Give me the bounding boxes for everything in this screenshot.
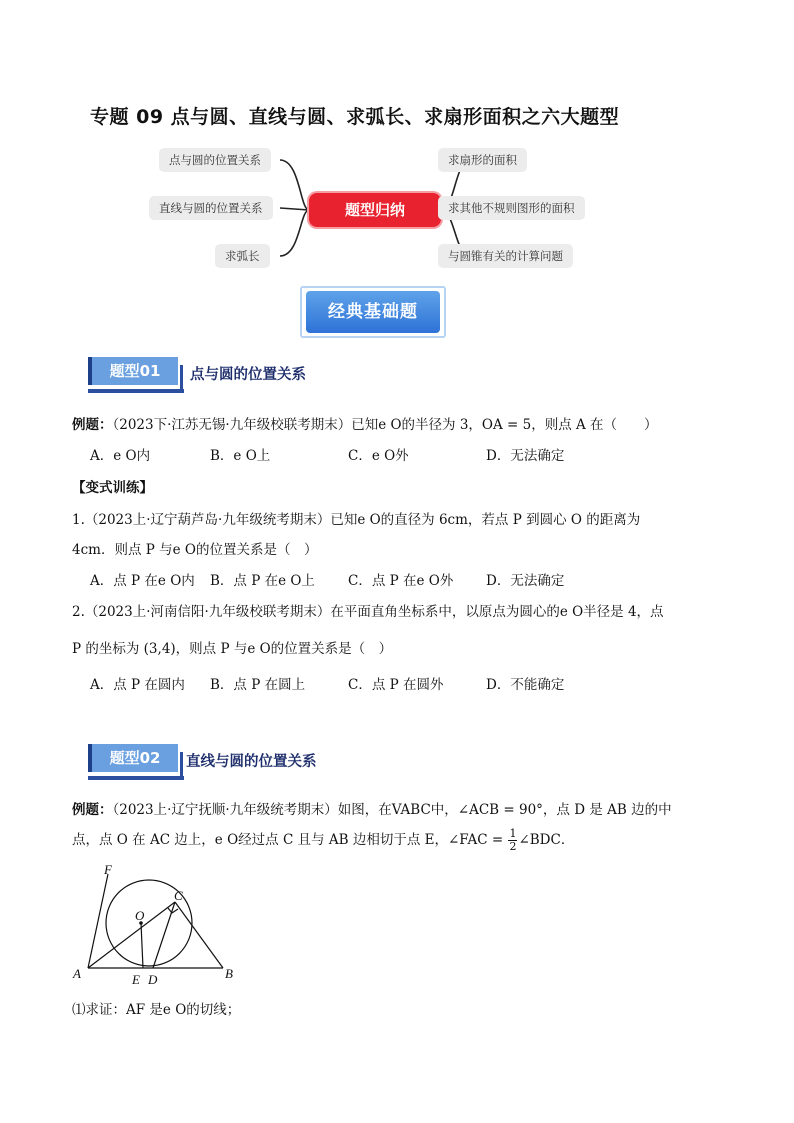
section-title: 点与圆的位置关系 <box>190 367 306 383</box>
mindmap-node-right-2: 求其他不规则图形的面积 <box>438 196 585 220</box>
question-1-line-1: 1.（2023上·辽宁葫芦岛·九年级统考期末）已知e O的直径为 6cm，若点 P 到圆心 O 的距离为 <box>72 512 641 528</box>
section-tag-underline <box>88 776 184 780</box>
example-2-line-1 <box>72 798 672 818</box>
fraction-numerator: 1 <box>509 827 517 840</box>
fraction-denominator: 2 <box>509 840 517 853</box>
mindmap-node-right-3: 与圆锥有关的计算问题 <box>438 244 573 268</box>
section-tag-corner <box>174 752 183 778</box>
q1-option-a: A．点 P 在e O内 <box>90 573 195 589</box>
line-oe <box>141 923 143 968</box>
section-tag-underline <box>88 389 184 393</box>
fraction-one-half <box>508 828 517 853</box>
example-text-post: ∠BDC． <box>518 832 575 848</box>
question-2-line-2: P 的坐标为 (3,4)，则点 P 与e O的位置关系是（ ） <box>72 641 393 657</box>
label-a: A <box>73 966 81 981</box>
label-c: C <box>174 888 183 903</box>
mindmap-center: 题型归纳 <box>309 193 441 227</box>
example-text-pre: 点，点 O 在 AC 边上，e O经过点 C 且与 AB 边相切于点 E，∠FAC = <box>72 832 504 848</box>
label-b: B <box>225 966 233 981</box>
mindmap-node-right-1: 求扇形的面积 <box>438 148 527 172</box>
section-tag-corner <box>174 365 183 391</box>
label-f: F <box>104 862 112 877</box>
connector-left-1 <box>280 160 309 210</box>
q2-option-a: A．点 P 在圆内 <box>90 677 185 693</box>
line-ac <box>88 902 175 968</box>
section-title: 直线与圆的位置关系 <box>186 754 317 770</box>
example-label: 例题： <box>72 802 113 818</box>
connector-left-3 <box>280 210 309 256</box>
section-tag: 题型02 <box>88 744 178 772</box>
part-1-question: ⑴求证：AF 是e O的切线； <box>72 1002 241 1018</box>
example-1 <box>72 413 658 433</box>
example-text: （2023下·江苏无锡·九年级校联考期末）已知e O的半径为 3，OA = 5，则点 A 在（ ） <box>112 417 658 433</box>
option-c: C．e O外 <box>348 448 409 464</box>
mindmap-node-left-3: 求弧长 <box>215 244 270 268</box>
q2-option-b: B．点 P 在圆上 <box>210 677 306 693</box>
mindmap-connectors <box>0 0 794 300</box>
line-cb <box>175 902 223 968</box>
q1-option-c: C．点 P 在e O外 <box>348 573 454 589</box>
label-o: O <box>135 908 145 923</box>
q1-option-d: D．无法确定 <box>486 573 565 589</box>
section-tag: 题型01 <box>88 357 178 385</box>
page-title: 专题 09 点与圆、直线与圆、求弧长、求扇形面积之六大题型 <box>90 106 620 128</box>
mindmap-node-left-1: 点与圆的位置关系 <box>159 148 271 172</box>
label-e: E <box>132 972 140 987</box>
geometry-figure <box>70 862 250 990</box>
option-b: B．e O上 <box>210 448 271 464</box>
line-af <box>88 874 108 968</box>
question-2-line-1: 2.（2023上·河南信阳·九年级校联考期末）在平面直角坐标系中，以原点为圆心的e O半径是 4，点 <box>72 604 664 620</box>
q1-option-b: B．点 P 在e O上 <box>210 573 315 589</box>
connector-left-2 <box>280 208 309 210</box>
example-2-line-2 <box>72 828 574 858</box>
classic-banner: 经典基础题 <box>306 291 440 333</box>
label-d: D <box>148 972 158 987</box>
example-label: 例题： <box>72 417 113 433</box>
mindmap-node-left-2: 直线与圆的位置关系 <box>149 196 273 220</box>
example-text: （2023上·辽宁抚顺·九年级统考期末）如图，在VABC中，∠ACB = 90°，点 D 是 AB 边的中 <box>112 802 672 818</box>
option-a: A．e O内 <box>90 448 151 464</box>
q2-option-d: D．不能确定 <box>486 677 565 693</box>
question-1-line-2: 4cm．则点 P 与e O的位置关系是（ ） <box>72 542 318 558</box>
q2-option-c: C．点 P 在圆外 <box>348 677 444 693</box>
option-d: D．无法确定 <box>486 448 565 464</box>
training-label: 【变式训练】 <box>72 480 153 496</box>
